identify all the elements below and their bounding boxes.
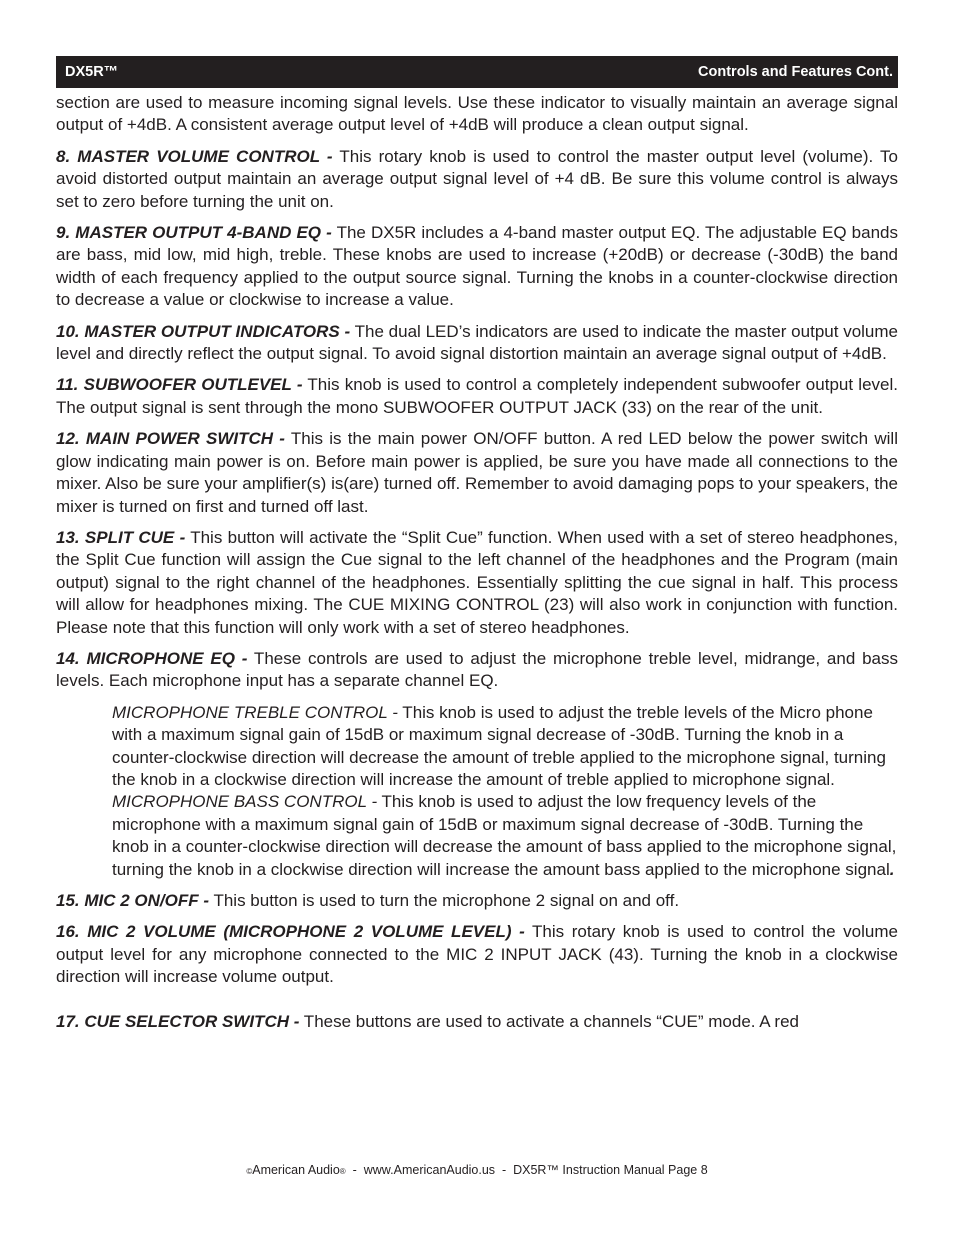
item-heading: 10. MASTER OUTPUT INDICATORS - xyxy=(56,321,351,341)
item-heading: 16. MIC 2 VOLUME (MICROPHONE 2 VOLUME LEVEL) - xyxy=(56,922,525,942)
item-heading: 15. MIC 2 ON/OFF - xyxy=(56,891,210,910)
item-heading: 17. CUE SELECTOR SWITCH - xyxy=(56,1011,300,1031)
item-13-split-cue xyxy=(56,527,898,639)
item-heading: 11. SUBWOOFER OUTLEVEL - xyxy=(56,375,303,395)
item-heading: 9. MASTER OUTPUT 4-BAND EQ - xyxy=(56,223,332,243)
mic-treble-control xyxy=(112,702,898,792)
footer-brand: American Audio xyxy=(252,1163,340,1177)
item-heading: 14. MICROPHONE EQ - xyxy=(56,648,248,668)
sub-item-heading: MICROPHONE BASS CONTROL - xyxy=(112,792,378,812)
footer-text: - www.AmericanAudio.us - DX5R™ Instruction Manual Page 8 xyxy=(345,1163,708,1177)
item-heading: 8. MASTER VOLUME CONTROL - xyxy=(56,146,333,166)
item-10-master-indicators xyxy=(56,321,898,366)
item-body: This button will activate the “Split Cue” function. When used with a set of stereo headphones, the Split Cue function will assign the Cue signal to the left channel of the headphones and the Program (main output) signal to the right channel of the headphones. Essentially splitting the cue signal in half. This process will allow for headphones mixing. The CUE MIXING CONTROL (23) will also work in conjunction with function. Please note that this function will only work with a set of stereo headphones. xyxy=(56,527,898,637)
item-12-main-power xyxy=(56,428,898,518)
mic-bass-control xyxy=(112,791,898,881)
item-14-microphone-eq xyxy=(56,648,898,693)
item-body: This rotary knob is used to control the master output level (volume). To avoid distorted output maintain an average output signal level of +4 dB. Be sure this volume control is always set to zero before turning the unit on. xyxy=(56,146,898,211)
item-body: This rotary knob is used to control the volume output level for any microphone connected to the MIC 2 INPUT JACK (43). Turning the knob in a clockwise direction will increase volume output. xyxy=(56,922,898,987)
intro-paragraph: section are used to measure incoming signal levels. Use these indicator to visually maintain an average signal output of +4dB. A consistent average output level of +4dB will produce a clean output signal. xyxy=(56,93,898,135)
sub-item-end-mark: . xyxy=(889,859,895,879)
item-body: This button is used to turn the microphone 2 signal on and off. xyxy=(209,891,680,910)
item-body: This knob is used to control a completely independent subwoofer output level. The output signal is sent through the mono SUBWOOFER OUTPUT JACK (33) on the rear of the unit. xyxy=(56,375,898,417)
item-17-cue-selector xyxy=(56,1011,898,1033)
header-section-title: Controls and Features Cont. xyxy=(698,64,893,80)
registered-symbol: ® xyxy=(339,1167,346,1176)
item-heading: 13. SPLIT CUE - xyxy=(56,527,186,547)
page-content xyxy=(56,92,898,1042)
sub-item-body: This knob is used to adjust the treble levels of the Micro phone with a maximum signal gain of 15dB or maximum signal decrease of -30dB. Turning the knob in a counter-clockwise direction will decrease the amount of treble applied to the microphone signal, turning the knob in a clockwise direction will increase the amount of treble applied to microphone signal. xyxy=(112,702,886,789)
sub-item-heading: MICROPHONE TREBLE CONTROL - xyxy=(112,702,398,722)
item-15-mic2-on-off xyxy=(56,890,898,912)
header-model-name: DX5R™ xyxy=(65,64,119,80)
item-9-master-eq xyxy=(56,222,898,312)
sub-item-body: This knob is used to adjust the low frequency levels of the microphone with a maximum signal gain of 15dB or maximum signal decrease of -30dB. Turning the knob in a counter-clockwise direction will decrease the amount of bass applied to the microphone signal, turning the knob in a clockwise direction will increase the amount bass applied to the microphone signal xyxy=(112,792,897,879)
copyright-symbol: © xyxy=(246,1167,253,1176)
item-body: These controls are used to adjust the microphone treble level, midrange, and bass levels. Each microphone input has a separate channel EQ. xyxy=(56,648,898,691)
page-footer xyxy=(0,1163,954,1177)
item-body: These buttons are used to activate a channels “CUE” mode. A red xyxy=(299,1011,799,1031)
item-body: The DX5R includes a 4-band master output EQ. The adjustable EQ bands are bass, mid low, mid high, treble. These knobs are used to increase (+20dB) or decrease (-30dB) the band width of each frequency applied to the output source signal. Turning the knobs in a counter-clockwise direction to decrease a value or clockwise to increase a value. xyxy=(56,223,898,310)
item-body: The dual LED’s indicators are used to indicate the master output volume level and directly reflect the output signal. To avoid signal distortion maintain an average signal output of +4dB. xyxy=(56,321,899,364)
microphone-eq-subsection xyxy=(112,702,898,881)
item-11-subwoofer xyxy=(56,374,898,419)
spacer xyxy=(56,998,898,1011)
item-8-master-volume xyxy=(56,146,898,213)
item-16-mic2-volume xyxy=(56,921,898,988)
item-heading: 12. MAIN POWER SWITCH - xyxy=(56,429,285,449)
item-body: This is the main power ON/OFF button. A red LED below the power switch will glow indicating main power is on. Before main power is applied, be sure you have made all connections to the mixer. Also be sure your amplifier(s) is(are) turned off. Remember to avoid damaging pops to your speakers, the mixer is turned on first and turned off last. xyxy=(56,429,898,516)
page-header-bar xyxy=(56,56,898,88)
